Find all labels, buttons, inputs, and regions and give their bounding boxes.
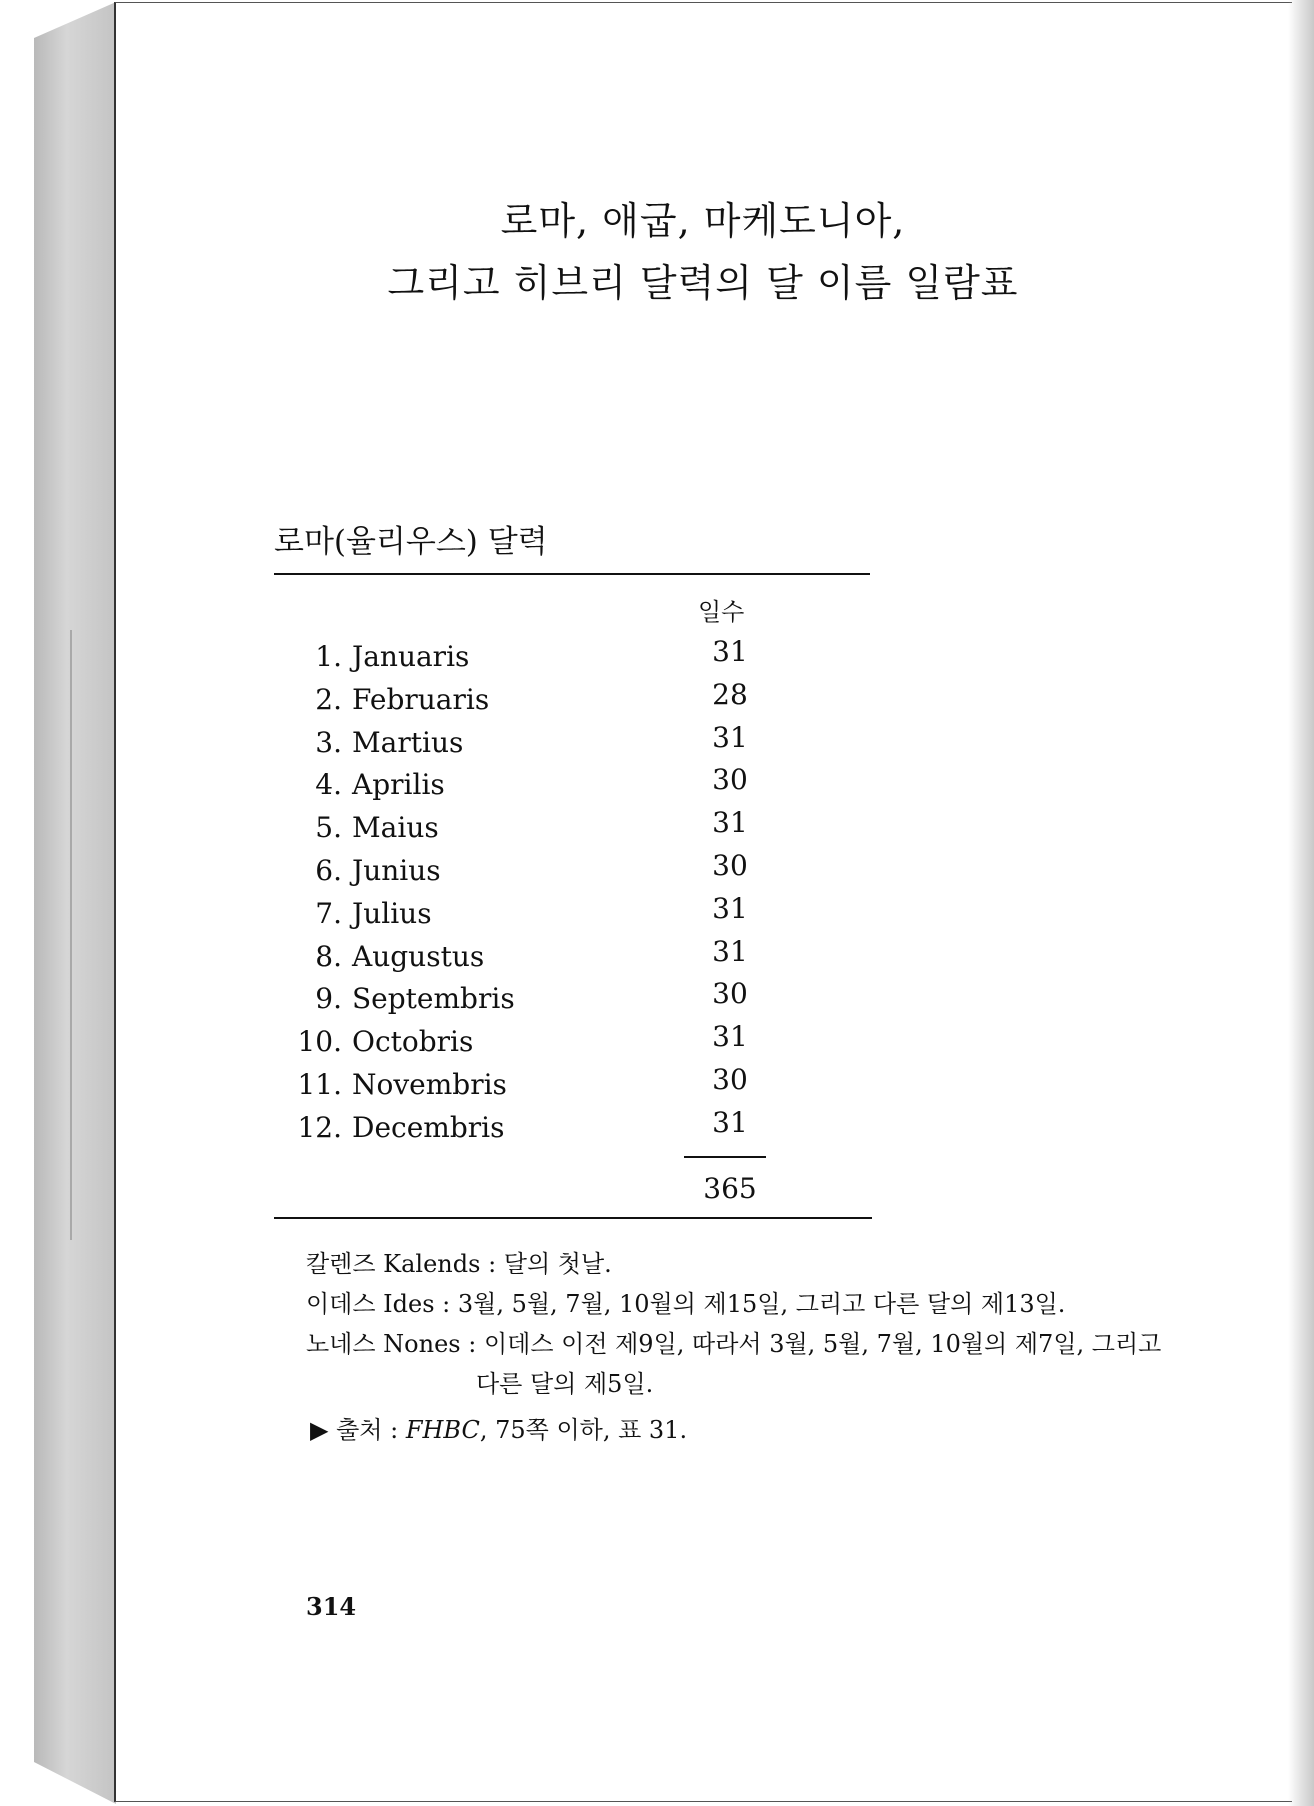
month-days: 31	[712, 635, 748, 668]
source-work: FHBC	[405, 1416, 480, 1444]
month-number: 10.	[297, 1025, 342, 1059]
source-label: 출처 :	[336, 1416, 406, 1444]
month-name: Februaris	[352, 682, 490, 716]
table-row	[290, 677, 770, 726]
month-days: 31	[712, 720, 748, 754]
month-name: Octobris	[352, 1025, 474, 1059]
month-number: 12.	[297, 1110, 342, 1144]
month-days: 30	[712, 849, 748, 882]
table-row	[290, 763, 770, 811]
source-detail: , 75쪽 이하, 표 31.	[479, 1416, 688, 1444]
table-top-rule	[274, 573, 870, 575]
page-number: 314	[306, 1592, 357, 1621]
month-number: 9.	[315, 982, 342, 1016]
month-days: 31	[712, 1020, 748, 1054]
month-name: Julius	[352, 896, 432, 930]
note-nones-continued: 다른 달의 제5일.	[476, 1370, 654, 1398]
month-number: 4.	[315, 768, 342, 802]
table-row	[290, 635, 770, 683]
table-row	[290, 849, 770, 897]
page-title-line-2: 그리고 히브리 달력의 달 이름 일람표	[387, 261, 1019, 305]
month-days: 30	[712, 763, 748, 797]
month-number: 1.	[315, 640, 342, 673]
month-days: 30	[712, 977, 748, 1011]
days-column-header: 일수	[698, 598, 745, 626]
days-total: 365	[703, 1172, 757, 1205]
month-name: Aprilis	[352, 768, 445, 802]
month-name: Martius	[352, 725, 464, 759]
month-number: 5.	[315, 811, 342, 845]
page-title	[114, 190, 1292, 314]
table-bottom-rule	[274, 1217, 872, 1219]
table-row	[290, 1020, 770, 1068]
source-citation	[310, 1410, 687, 1445]
table-row	[290, 1063, 770, 1111]
table-row	[290, 934, 770, 983]
month-name: Septembris	[352, 982, 515, 1016]
table-row	[290, 891, 770, 940]
month-days: 31	[712, 891, 748, 925]
table-row	[290, 977, 770, 1025]
table-row	[290, 1105, 770, 1154]
section-heading: 로마(율리우스) 달력	[274, 524, 548, 560]
month-days: 28	[712, 677, 748, 711]
table-row	[290, 720, 770, 769]
page-title-line-1: 로마, 애굽, 마케도니아,	[500, 199, 906, 243]
table-row	[290, 806, 770, 854]
note-kalends: 칼렌즈 Kalends : 달의 첫날.	[306, 1250, 612, 1278]
month-number: 8.	[315, 939, 342, 973]
month-number: 3.	[315, 725, 342, 759]
month-name: Januaris	[352, 640, 470, 673]
book-spine	[34, 2, 116, 1804]
month-days: 30	[712, 1063, 748, 1096]
note-nones: 노네스 Nones : 이데스 이전 제9일, 따라서 3월, 5월, 7월, 10월의 제7일, 그리고	[306, 1330, 1162, 1358]
month-name: Maius	[352, 811, 439, 845]
note-ides: 이데스 Ides : 3월, 5월, 7월, 10월의 제15일, 그리고 다른 달의 제13일.	[306, 1290, 1066, 1318]
sum-rule	[684, 1156, 766, 1158]
month-number: 7.	[315, 896, 342, 930]
triangle-marker-icon: ▶	[310, 1416, 329, 1444]
month-number: 6.	[315, 854, 342, 887]
month-number: 11.	[297, 1068, 342, 1101]
month-name: Novembris	[352, 1068, 507, 1101]
spine-crease	[70, 630, 72, 1240]
month-name: Junius	[352, 854, 441, 887]
month-name: Decembris	[352, 1110, 505, 1144]
month-name: Augustus	[352, 939, 485, 973]
month-days: 31	[712, 806, 748, 840]
month-days: 31	[712, 934, 748, 968]
month-days: 31	[712, 1105, 748, 1139]
month-number: 2.	[315, 682, 342, 716]
